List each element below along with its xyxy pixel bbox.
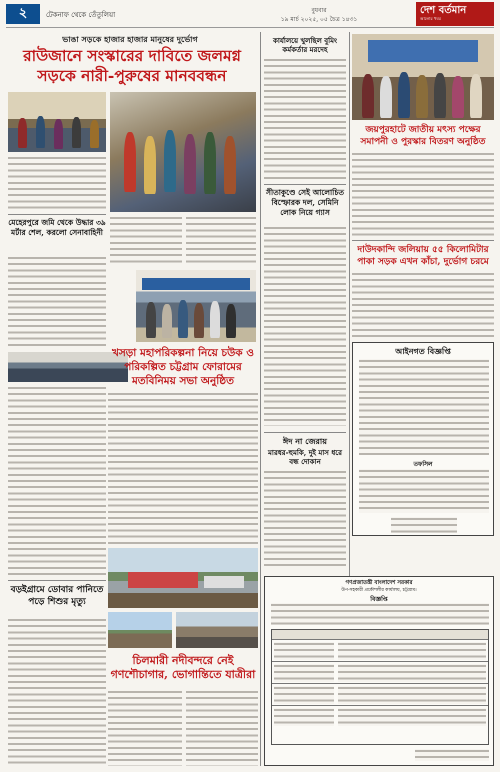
logo-tagline: আলোর খবর [420,16,441,21]
lead-photo-2 [110,92,256,212]
lead-kicker: ভাঙা সড়কে হাজার হাজার মানুষের দুর্ভোগ [62,34,198,44]
lead-photo-1 [8,92,106,152]
center-top-headline: কার্যালয়ে খুলছিল বুমিং কর্মকর্তার মরদেহ [272,36,338,54]
right-mid-body [352,272,494,338]
bottom-body-2 [186,690,258,766]
page-number: ২ [6,4,40,24]
mid-photo-3 [108,548,258,608]
right-top-headline: জয়পুরহাটে জাতীয় মৎস্য পক্ষের সমাপনী ও পুরস্কার বিতরণ অনুষ্ঠিত [360,125,486,147]
lead-body-3 [186,216,256,266]
left-small-body [8,256,106,348]
center-top-body [264,58,346,180]
notice-signature [391,517,457,533]
lead-headline: রাউজানে সংস্কারের দাবিতে জলমগ্ন সড়কে নারী-পুরুষের মানববন্ধন [23,46,241,85]
center-low-headline: ঈদ না জেরায় [283,436,327,446]
left-col-body [8,386,106,576]
center-mid-body [264,226,346,426]
center-low-body [264,470,346,570]
right-mid-headline: দাউদকান্দি জলিয়ায় ৫৫ কিলোমিটার পাকা সড়ক এখন কাঁচা, দুর্ভোগ চরমে [357,245,489,267]
tender-intro [271,603,489,625]
weekday: বুধবার [311,7,327,14]
left-small-headline: মেহেরপুরে জমি থেকে উদ্ধার ৩৯ মর্টার শেল, করলো সেনাবাহিনী [8,218,106,237]
logo-text: দেশ বর্তমান [420,5,467,16]
bottom-headline: চিলমারী নদীবন্দরে নেই গণশৌচাগার, ভোগান্তিতে যাত্রীরা [110,654,256,681]
notice-title: আইনগত বিজ্ঞপ্তি [395,346,451,356]
bottom-body-1 [108,690,182,766]
center-mid-headline: সীতাকুণ্ডে সেই আলোচিত বিস্ফোরক দল, সেমিনি লোক নিয়ে গ্যাস [266,188,344,217]
right-photo-1 [352,34,494,120]
section-kicker: টেকনাফ থেকে তেঁতুলিয়া [46,11,116,19]
newspaper-logo [416,2,494,26]
notice-section: তফসিল [413,461,433,468]
left-bottom-headline: বড়ইগ্রামে ডোবার পানিতে পড়ে শিশুর মৃত্যু [10,585,104,607]
mid-headline: খসড়া মহাপরিকল্পনা নিয়ে চউক ও পরিকল্পিত চট্টগ্রাম ফোরামের মতবিনিময় সভা অনুষ্ঠিত [111,347,255,387]
left-bottom-body [8,618,106,766]
legal-notice-box [352,342,494,536]
tender-notice-box [264,576,494,766]
center-low-subhead: মারধর-হুমকি, দুই মাস ধরে বন্ধ দোকান [268,448,342,466]
mid-photo-2 [136,270,256,342]
right-top-body [352,152,494,236]
tender-signature [415,749,489,761]
tender-title: গণপ্রজাতন্ত্রী বাংলাদেশ সরকার [345,580,413,586]
date-line [274,6,364,24]
tender-office: উপ-সহকারী প্রকৌশলীর কার্যালয়, চট্টগ্রাম। [341,588,417,593]
tender-label: বিজ্ঞপ্তি [370,596,388,603]
lead-body-1 [8,156,106,212]
lead-body-2 [110,216,182,266]
page-header [6,2,494,28]
bottom-photo-2 [176,612,258,648]
date: ১৯ মার্চ ২০২৫, ০৫ চৈত্র ১৪৩১ [280,16,358,23]
notice-schedule [359,469,489,513]
bottom-photo-1 [108,612,172,648]
tender-table [271,629,489,745]
notice-body [359,359,489,455]
